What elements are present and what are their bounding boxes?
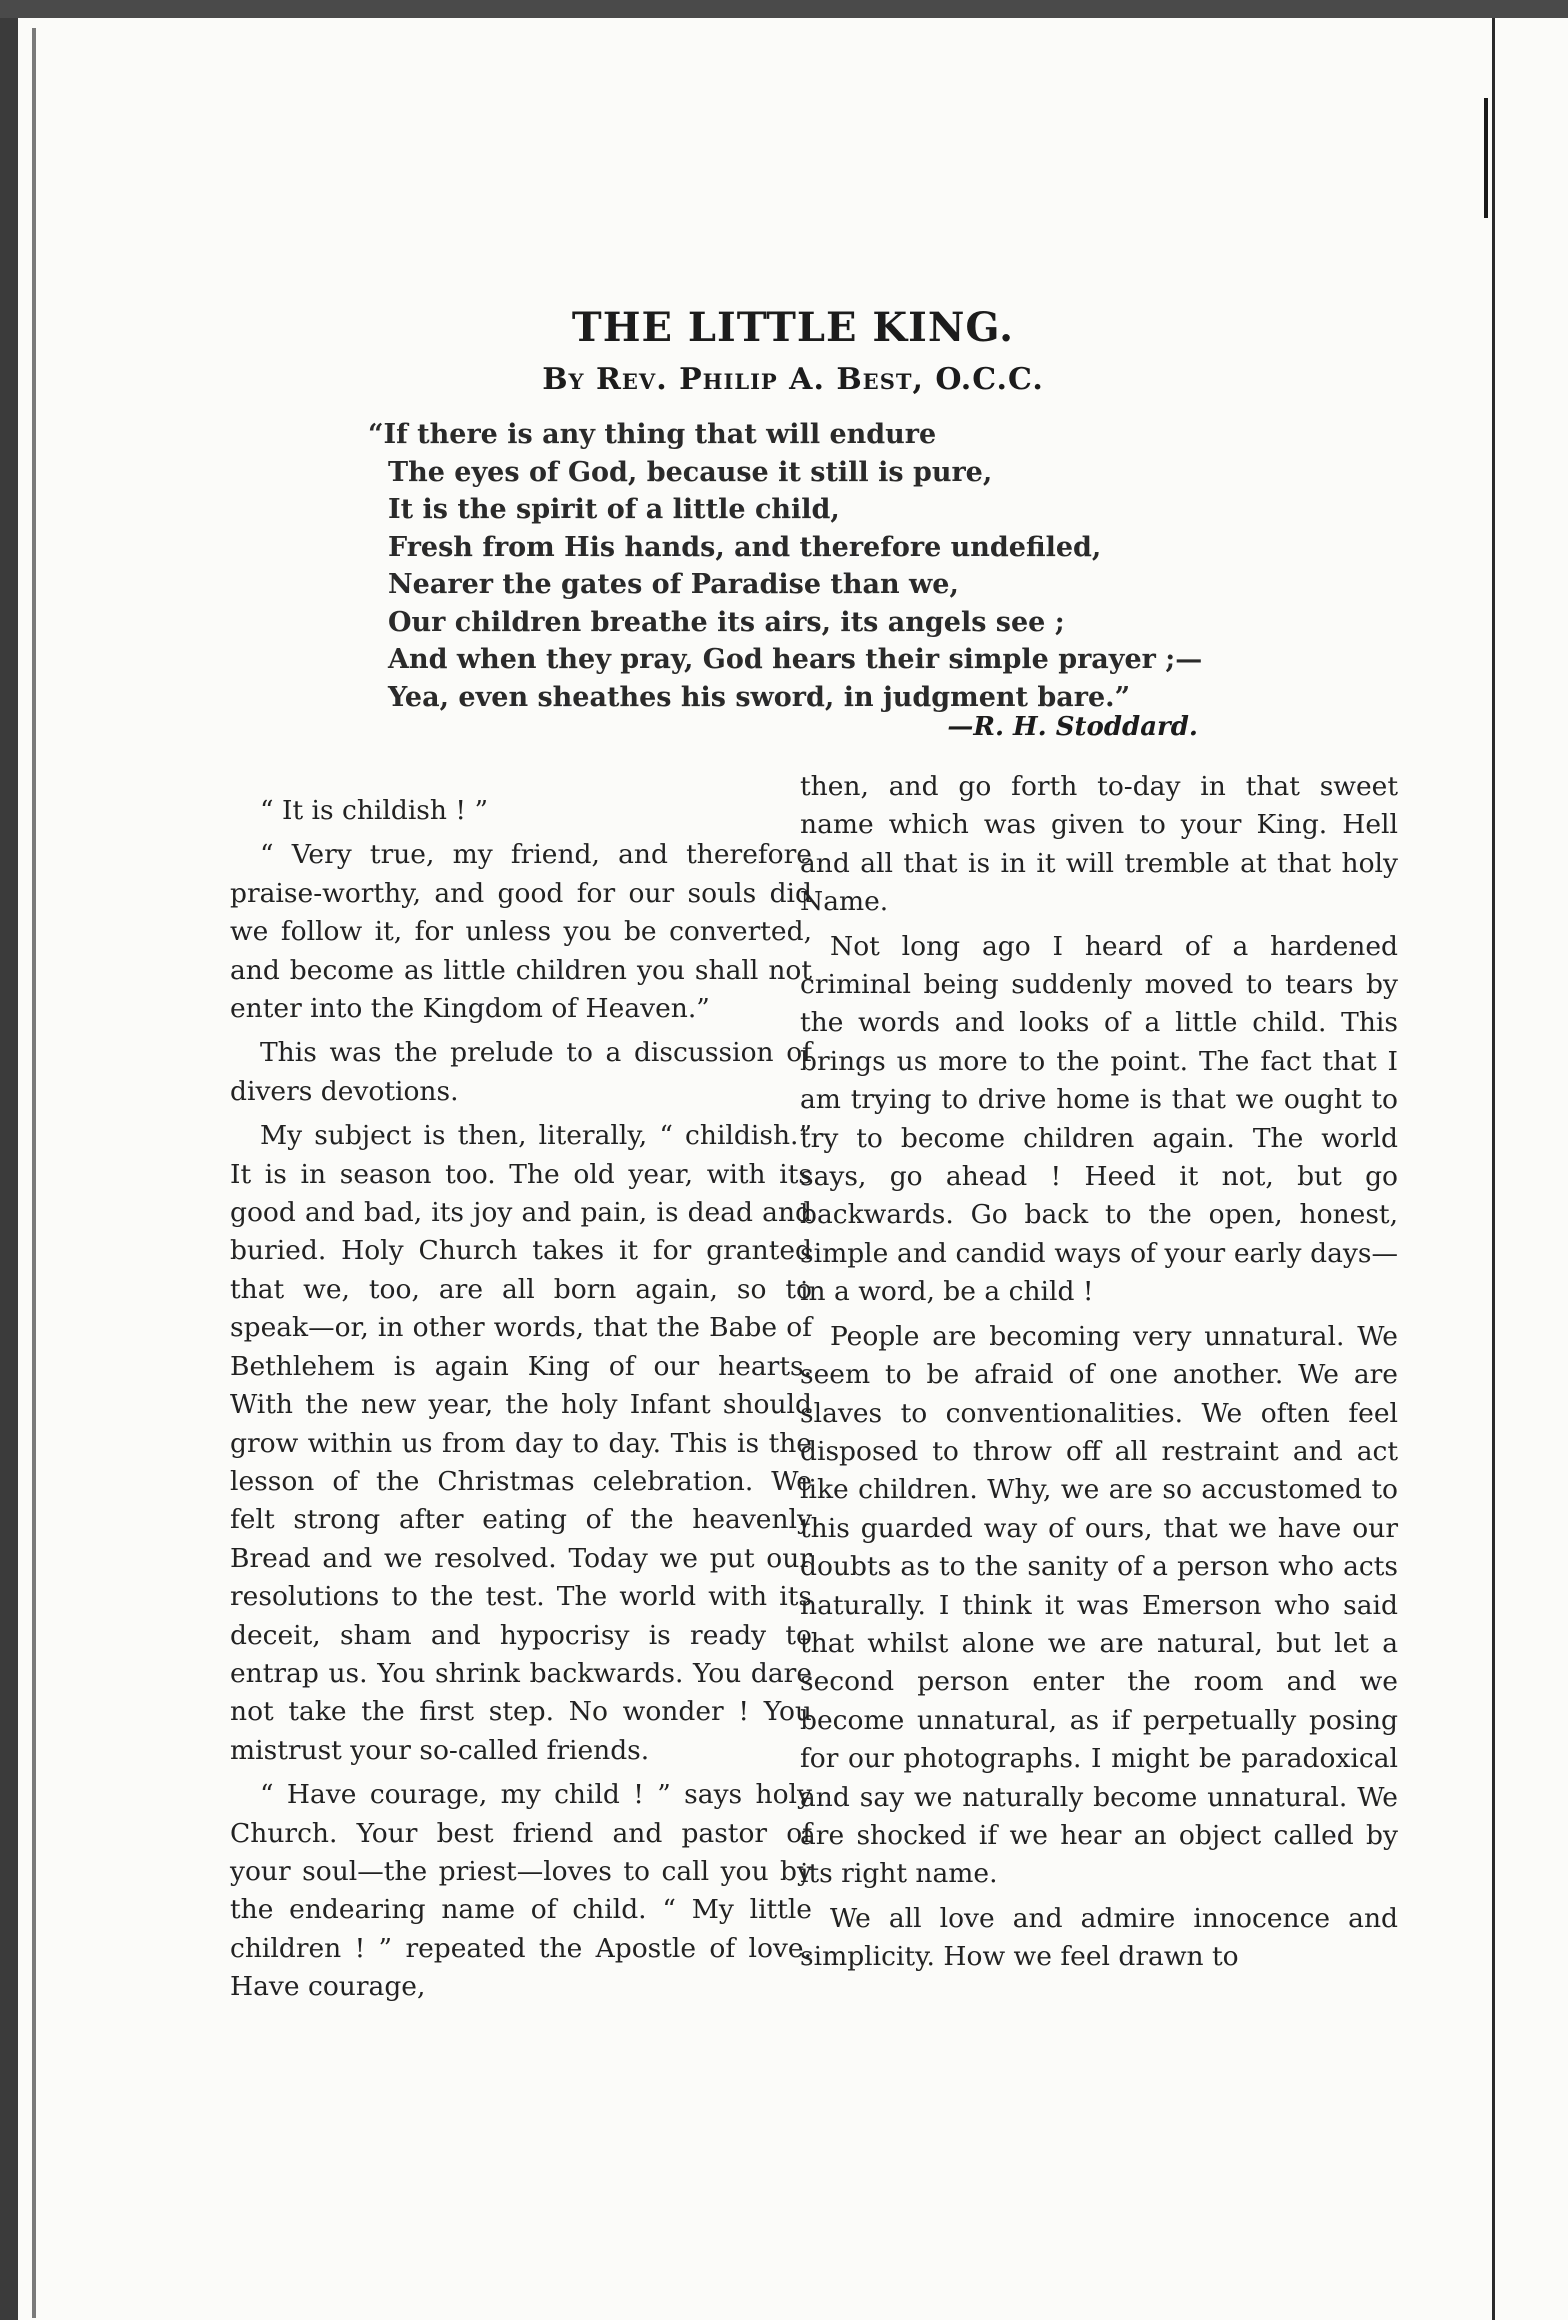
page: [18, 18, 1568, 2320]
scan-edge-top: [0, 0, 1568, 18]
paragraph: My subject is then, literally, “ childish.” It is in season too. The old year, with its good and bad, its joy and pain, is dead and buried. Holy Church takes it for granted that we, too, are all born again, so to speak—or, in other words, that the Babe of Bethlehem is again King of our hearts. With the new year, the holy Infant should grow within us from day to day. This is the lesson of the Christmas celebration. We felt strong after eating of the heavenly Bread and we resolved. Today we put our resolutions to the test. The world with its deceit, sham and hypocrisy is ready to entrap us. You shrink backwards. You dare not take the first step. No wonder ! You mistrust your so-called friends.: [230, 1120, 812, 1766]
poem-line: Our children breathe its airs, its angels see ;: [388, 606, 1065, 638]
poem-line: The eyes of God, because it still is pure,: [388, 456, 993, 488]
paragraph: People are becoming very unnatural. We seem to be afraid of one another. We are slaves to conventionalities. We often feel disposed to throw off all restraint and act like children. Why, we are so accustomed to this guarded way of ours, that we have our doubts as to the sanity of a person who acts naturally. I think it was Emerson who said that whilst alone we are natural, but let a second person enter the room and we become unnatural, as if perpetually posing for our photographs. I might be paradoxical and say we naturally become unnatural. We are shocked if we hear an object called by its right name.: [800, 1320, 1398, 1890]
gutter-mark: [1484, 98, 1488, 218]
paragraph: Not long ago I heard of a hardened criminal being suddenly moved to tears by the words and looks of a little child. This brings us more to the point. The fact that I am trying to drive home is that we ought to try to become children again. The world says, go ahead ! Heed it not, but go backwards. Go back to the open, honest, simple and candid ways of your early days—in a word, be a child !: [800, 930, 1398, 1308]
paragraph: “ It is childish ! ”: [260, 795, 489, 826]
paragraph: This was the prelude to a discussion of divers devotions.: [230, 1037, 812, 1107]
article-title: THE LITTLE KING.: [571, 304, 1015, 351]
poem-line: Nearer the gates of Paradise than we,: [388, 569, 959, 600]
right-column: [800, 768, 1398, 1983]
article-byline: By Rev. Philip A. Best, O.C.C.: [542, 362, 1044, 397]
paragraph: We all love and admire innocence and simplicity. How we feel drawn to: [800, 1902, 1398, 1973]
poem-line: “If there is any thing that will endure: [368, 419, 937, 450]
paragraph: “ Have courage, my child ! ” says holy Church. Your best friend and pastor of your soul—the priest—loves to call you by the endearing name of child. “ My little children ! ” repeated the Apostle of love. Have courage,: [230, 1779, 812, 2003]
poem-line: It is the spirit of a little child,: [388, 494, 840, 525]
poem-line: Fresh from His hands, and therefore undefiled,: [388, 531, 1102, 563]
epigraph-poem: [368, 416, 1228, 716]
poem-line: And when they pray, God hears their simple prayer ;—: [388, 644, 1203, 675]
epigraph-attribution: —R. H. Stoddard.: [947, 712, 1198, 742]
left-column: [230, 792, 812, 2013]
poem-line: Yea, even sheathes his sword, in judgment bare.”: [388, 681, 1131, 713]
paragraph: “ Very true, my friend, and therefore praise-worthy, and good for our souls did we follow it, for unless you be converted, and become as little children you shall not enter into the Kingdom of Heaven.”: [230, 839, 812, 1025]
paragraph: then, and go forth to-day in that sweet name which was given to your King. Hell and all that is in it will tremble at that holy Name.: [800, 771, 1398, 918]
